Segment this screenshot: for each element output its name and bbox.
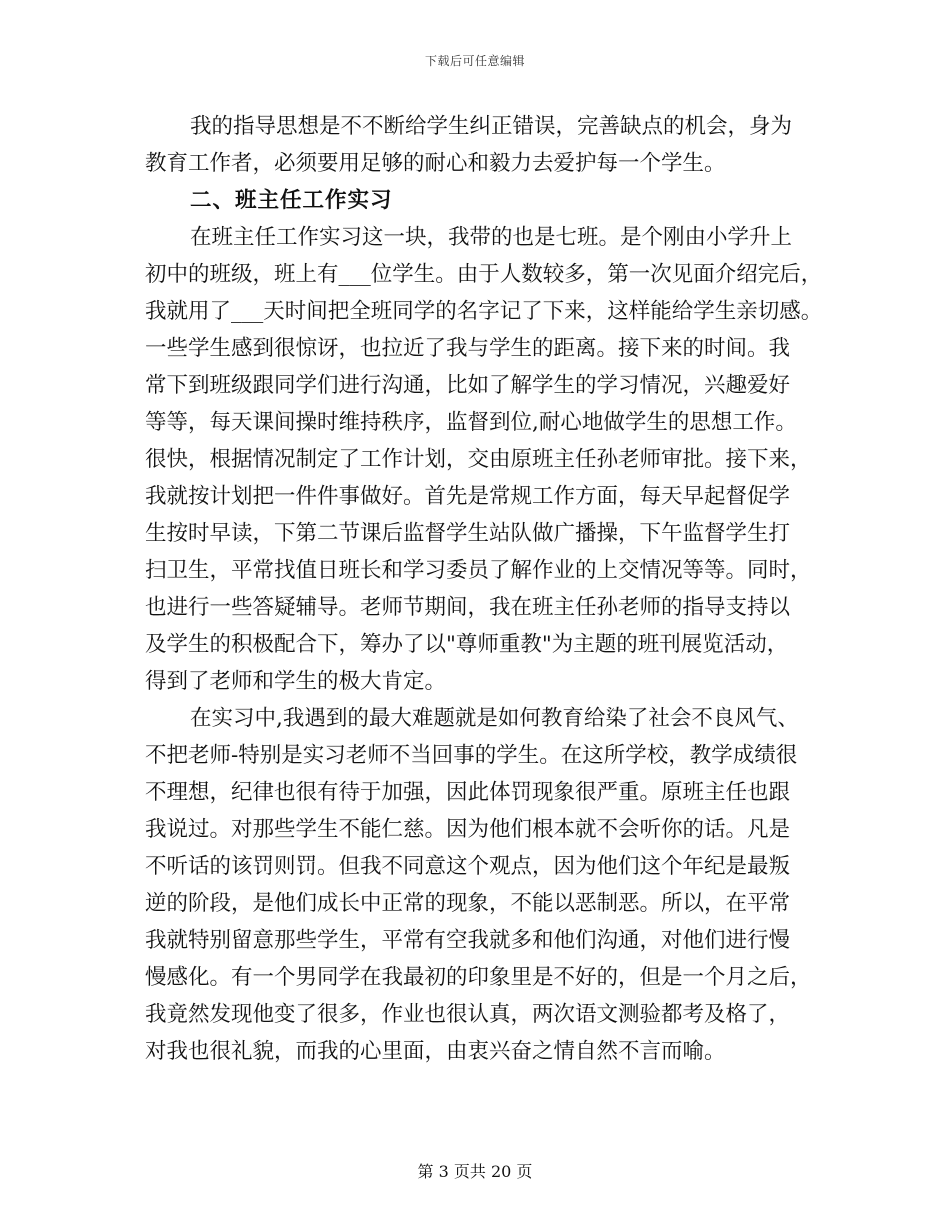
paragraph-line: 一些学生感到很惊讶，也拉近了我与学生的距离。接下来的时间。我 (145, 336, 791, 361)
paragraph-line: 在班主任工作实习这一块，我带的也是七班。是个刚由小学升上 (190, 225, 793, 250)
paragraph-line: 很快，根据情况制定了工作计划，交由原班主任孙老师审批。接下来， (145, 447, 812, 472)
paragraph-line: 我就按计划把一件件事做好。首先是常规工作方面，每天早起督促学 (145, 484, 791, 509)
paragraph-line: 教育工作者，必须要用足够的耐心和毅力去爱护每一个学生。 (145, 151, 726, 176)
paragraph-line: 我就特别留意那些学生，平常有空我就多和他们沟通，对他们进行慢 (145, 928, 791, 953)
paragraph-line: 不把老师-特别是实习老师不当回事的学生。在这所学校，教学成绩很 (145, 743, 798, 768)
paragraph-line: 不理想，纪律也很有待于加强，因此体罚现象很严重。原班主任也跟 (145, 780, 791, 805)
paragraph-line: 也进行一些答疑辅导。老师节期间，我在班主任孙老师的指导支持以 (145, 595, 791, 620)
paragraph-line: 及学生的积极配合下，筹办了以"尊师重教"为主题的班刊展览活动， (145, 632, 789, 657)
paragraph-line: 生按时早读，下第二节课后监督学生站队做广播操，下午监督学生打 (145, 521, 791, 546)
paragraph-line: 在实习中,我遇到的最大难题就是如何教育给染了社会不良风气、 (190, 706, 799, 731)
paragraph-line: 等等，每天课间操时维持秩序，监督到位,耐心地做学生的思想工作。 (145, 410, 797, 435)
paragraph-line: 我说过。对那些学生不能仁慈。因为他们根本就不会听你的话。凡是 (145, 817, 791, 842)
paragraph-line: 我的指导思想是不不断给学生纠正错误，完善缺点的机会，身为 (190, 114, 793, 139)
paragraph-line: 得到了老师和学生的极大肯定。 (145, 669, 447, 694)
paragraph-line: 对我也很礼貌，而我的心里面，由衷兴奋之情自然不言而喻。 (145, 1039, 726, 1064)
section-heading: 二、班主任工作实习 (190, 188, 393, 213)
paragraph-line: 我就用了___天时间把全班同学的名字记了下来，这样能给学生亲切感。 (145, 299, 823, 324)
paragraph-line: 初中的班级，班上有___位学生。由于人数较多，第一次见面介绍完后， (145, 262, 823, 287)
paragraph-line: 逆的阶段，是他们成长中正常的现象，不能以恶制恶。所以，在平常 (145, 891, 791, 916)
header-note: 下载后可任意编辑 (424, 54, 525, 68)
page-number-footer: 第 3 页共 20 页 (417, 1162, 533, 1181)
paragraph-line: 慢感化。有一个男同学在我最初的印象里是不好的，但是一个月之后， (145, 965, 812, 990)
paragraph-line: 不听话的该罚则罚。但我不同意这个观点，因为他们这个年纪是最叛 (145, 854, 791, 879)
paragraph-line: 常下到班级跟同学们进行沟通，比如了解学生的学习情况，兴趣爱好 (145, 373, 791, 398)
paragraph-line: 扫卫生，平常找值日班长和学习委员了解作业的上交情况等等。同时， (145, 558, 812, 583)
paragraph-line: 我竟然发现他变了很多，作业也很认真，两次语文测验都考及格了， (145, 1002, 791, 1027)
